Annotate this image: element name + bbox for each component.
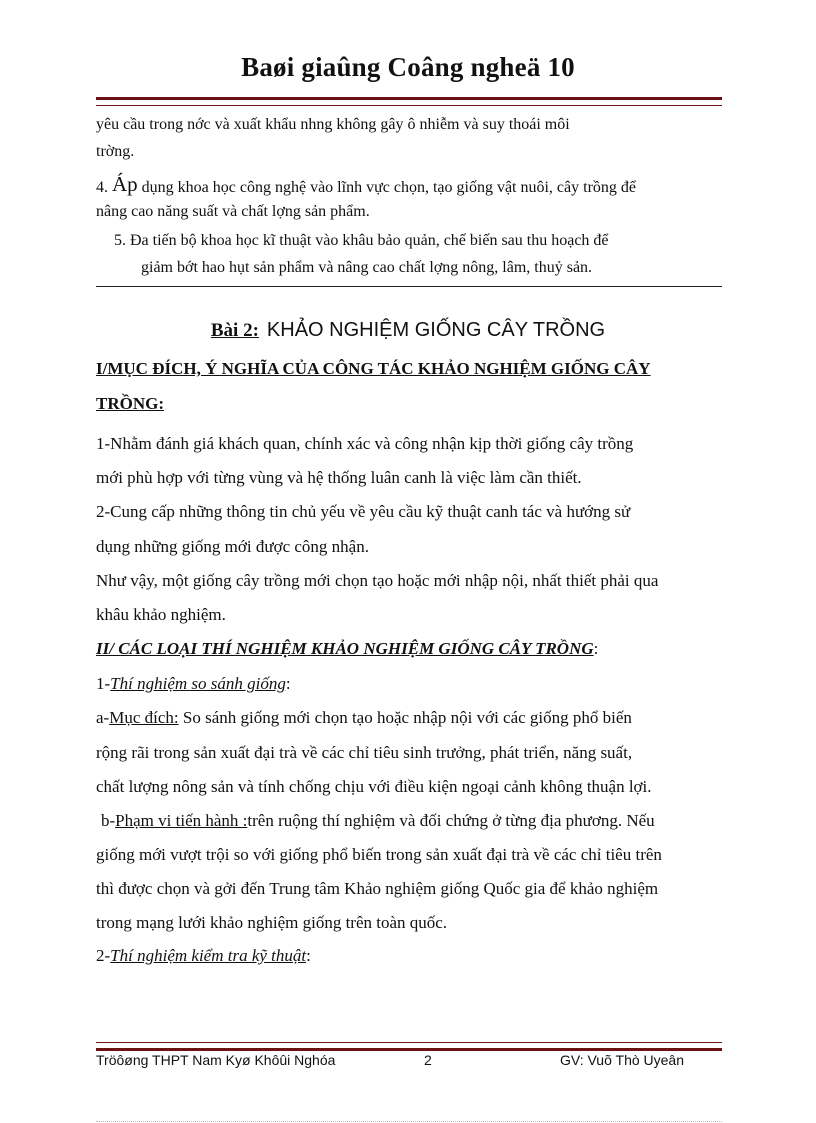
- item4-number: 4.: [96, 179, 108, 196]
- subsection-2-title: [96, 944, 311, 968]
- section-2-heading-text: II/ CÁC LOẠI THÍ NGHIỆM KHẢO NGHIỆM GIỐNG CÂY TRỒNG: [96, 639, 594, 658]
- top-item-5-line-2: giảm bớt hao hụt sản phẩm và nâng cao chất lợng nông, lâm, thuỷ sản.: [141, 259, 593, 276]
- section-1-p3-line-2: khâu khảo nghiệm.: [96, 605, 226, 624]
- footer-page-number: 2: [424, 1052, 432, 1068]
- section-1-p3: Như vậy, một giống cây trồng mới chọn tạo hoặc mới nhập nội, nhất thiết phải qua: [96, 571, 659, 590]
- scope-line-3: thì được chọn và gởi đến Trung tâm Khảo nghiệm giống Quốc gia để khảo nghiệm: [96, 879, 659, 898]
- purpose-line-2: rộng rãi trong sản xuất đại trà về các chỉ tiêu sinh trưởng, phát triển, năng suất,: [96, 743, 633, 762]
- purpose-line-1: [96, 706, 632, 730]
- page-bottom-dots: [96, 1121, 722, 1122]
- top-item-4-line-2: nâng cao năng suất và chất lợng sản phẩm.: [96, 203, 370, 220]
- scope-line-1: [101, 809, 655, 833]
- header-title: Baøi giaûng Coâng ngheä 10: [241, 52, 575, 82]
- subsection-1-name: Thí nghiệm so sánh giống: [110, 674, 286, 693]
- section-divider: [96, 286, 722, 287]
- item4-first-word: Áp: [112, 172, 138, 196]
- item4-text: dụng khoa học công nghệ vào lĩnh vực chọn, tạo giống vật nuôi, cây trồng để: [137, 179, 637, 196]
- lesson-number: Bài 2:: [210, 320, 259, 341]
- subsection-1-colon: :: [285, 674, 291, 693]
- footer-rule: [96, 1042, 722, 1051]
- header-rule: [96, 97, 722, 106]
- subsection-2-colon: :: [306, 946, 311, 965]
- scope-line-4: trong mạng lưới khảo nghiệm giống trên toàn quốc.: [96, 913, 448, 932]
- lesson-title: [0, 319, 816, 342]
- purpose-label: Mục đích:: [109, 708, 179, 727]
- purpose-line-3: chất lượng nông sản và tính chống chịu với điều kiện ngoại cảnh không thuận lợi.: [96, 777, 652, 796]
- purpose-prefix: a-: [96, 708, 110, 727]
- scope-label: Phạm vi tiến hành :: [115, 811, 248, 830]
- top-item-4: [96, 172, 636, 200]
- section-2-heading-colon: :: [593, 639, 599, 658]
- top-item-5: 5. Đa tiến bộ khoa học kĩ thuật vào khâu bảo quản, chế biến sau thu hoạch để: [114, 232, 609, 249]
- scope-prefix: b-: [101, 811, 116, 830]
- footer-teacher: GV: Vuõ Thò Uyeân: [560, 1052, 684, 1068]
- section-1-heading-line-2: TRỒNG:: [96, 394, 164, 413]
- top-line-1: yêu cầu trong nớc và xuất khẩu nhng không gây ô nhiễm và suy thoái môi: [96, 116, 570, 133]
- subsection-1-number: 1-: [96, 674, 111, 693]
- purpose-text: So sánh giống mới chọn tạo hoặc nhập nội với các giống phổ biến: [178, 708, 632, 727]
- scope-text: trên ruộng thí nghiệm và đối chứng ở từng địa phương. Nếu: [247, 811, 655, 830]
- scope-line-2: giống mới vượt trội so với giống phổ biến trong sản xuất đại trà về các chỉ tiêu trên: [96, 845, 662, 864]
- section-1-p1-line-2: mới phù hợp với từng vùng và hệ thống luân canh là việc làm cần thiết.: [96, 468, 582, 487]
- subsection-1-title: [96, 672, 291, 696]
- section-1-p1: 1-Nhằm đánh giá khách quan, chính xác và công nhận kịp thời giống cây trồng: [96, 434, 634, 453]
- section-1-p2: 2-Cung cấp những thông tin chủ yếu về yêu cầu kỹ thuật canh tác và hướng sử: [96, 502, 631, 521]
- subsection-2-name: Thí nghiệm kiểm tra kỹ thuật: [110, 946, 307, 965]
- top-line-2: trờng.: [96, 143, 135, 160]
- lesson-name: KHẢO NGHIỆM GIỐNG CÂY TRỒNG: [266, 319, 606, 341]
- subsection-2-number: 2-: [96, 946, 111, 965]
- section-2-heading: [96, 637, 598, 661]
- section-1-p2-line-2: dụng những giống mới được công nhận.: [96, 537, 369, 556]
- footer-school: Tröôøng THPT Nam Kyø Khôûi Nghóa: [96, 1052, 336, 1068]
- section-1-heading: I/MỤC ĐÍCH, Ý NGHĨA CỦA CÔNG TÁC KHẢO NGHIỆM GIỐNG CÂY: [96, 359, 651, 378]
